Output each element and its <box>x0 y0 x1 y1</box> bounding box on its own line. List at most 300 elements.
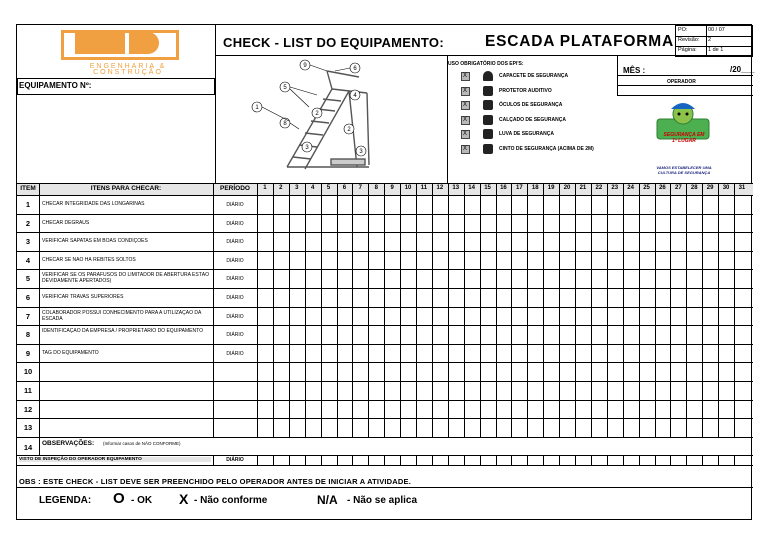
day-check-cell[interactable] <box>274 233 288 250</box>
day-check-cell[interactable] <box>353 215 367 232</box>
day-check-cell[interactable] <box>640 289 654 306</box>
day-check-cell[interactable] <box>274 196 288 213</box>
day-check-cell[interactable] <box>306 196 320 213</box>
epi-checkbox[interactable]: X <box>461 130 470 139</box>
day-check-cell[interactable] <box>719 326 733 343</box>
day-check-cell[interactable] <box>497 289 511 306</box>
day-check-cell[interactable] <box>656 270 670 287</box>
day-check-cell[interactable] <box>369 196 383 213</box>
day-check-cell[interactable] <box>656 233 670 250</box>
day-check-cell[interactable] <box>735 419 749 436</box>
day-check-cell[interactable] <box>576 215 590 232</box>
day-check-cell[interactable] <box>592 270 606 287</box>
day-check-cell[interactable] <box>512 363 526 380</box>
day-check-cell[interactable] <box>465 382 479 399</box>
day-check-cell[interactable] <box>465 419 479 436</box>
day-check-cell[interactable] <box>481 233 495 250</box>
day-check-cell[interactable] <box>497 233 511 250</box>
day-check-cell[interactable] <box>449 345 463 362</box>
day-check-cell[interactable] <box>592 382 606 399</box>
day-check-cell[interactable] <box>671 215 685 232</box>
day-check-cell[interactable] <box>608 196 622 213</box>
day-check-cell[interactable] <box>576 326 590 343</box>
day-check-cell[interactable] <box>338 382 352 399</box>
day-check-cell[interactable] <box>338 363 352 380</box>
day-check-cell[interactable] <box>735 215 749 232</box>
day-check-cell[interactable] <box>290 215 304 232</box>
day-check-cell[interactable] <box>258 270 272 287</box>
day-check-cell[interactable] <box>290 345 304 362</box>
epi-checkbox[interactable]: X <box>461 87 470 96</box>
day-check-cell[interactable] <box>671 308 685 325</box>
day-check-cell[interactable] <box>560 345 574 362</box>
day-check-cell[interactable] <box>671 289 685 306</box>
day-check-cell[interactable] <box>608 270 622 287</box>
day-check-cell[interactable] <box>369 270 383 287</box>
day-check-cell[interactable] <box>703 308 717 325</box>
day-check-cell[interactable] <box>338 308 352 325</box>
day-check-cell[interactable] <box>417 382 431 399</box>
day-check-cell[interactable] <box>512 401 526 418</box>
day-check-cell[interactable] <box>433 196 447 213</box>
day-check-cell[interactable] <box>560 382 574 399</box>
day-check-cell[interactable] <box>465 215 479 232</box>
day-check-cell[interactable] <box>592 215 606 232</box>
day-check-cell[interactable] <box>449 270 463 287</box>
day-check-cell[interactable] <box>338 345 352 362</box>
day-check-cell[interactable] <box>528 326 542 343</box>
day-check-cell[interactable] <box>640 308 654 325</box>
day-check-cell[interactable] <box>290 419 304 436</box>
day-check-cell[interactable] <box>528 233 542 250</box>
day-check-cell[interactable] <box>497 326 511 343</box>
day-check-cell[interactable] <box>306 345 320 362</box>
day-check-cell[interactable] <box>544 363 558 380</box>
day-check-cell[interactable] <box>449 419 463 436</box>
day-check-cell[interactable] <box>338 252 352 269</box>
day-check-cell[interactable] <box>497 345 511 362</box>
day-check-cell[interactable] <box>608 345 622 362</box>
day-check-cell[interactable] <box>274 252 288 269</box>
day-check-cell[interactable] <box>624 326 638 343</box>
day-check-cell[interactable] <box>544 345 558 362</box>
day-check-cell[interactable] <box>353 363 367 380</box>
day-check-cell[interactable] <box>576 233 590 250</box>
day-check-cell[interactable] <box>512 289 526 306</box>
day-check-cell[interactable] <box>703 252 717 269</box>
day-check-cell[interactable] <box>624 270 638 287</box>
day-check-cell[interactable] <box>703 345 717 362</box>
day-check-cell[interactable] <box>353 382 367 399</box>
day-check-cell[interactable] <box>465 196 479 213</box>
day-check-cell[interactable] <box>258 363 272 380</box>
day-check-cell[interactable] <box>417 289 431 306</box>
day-check-cell[interactable] <box>592 345 606 362</box>
day-check-cell[interactable] <box>322 289 336 306</box>
day-check-cell[interactable] <box>369 363 383 380</box>
day-check-cell[interactable] <box>258 215 272 232</box>
day-check-cell[interactable] <box>306 215 320 232</box>
day-check-cell[interactable] <box>703 233 717 250</box>
day-check-cell[interactable] <box>703 401 717 418</box>
day-check-cell[interactable] <box>528 252 542 269</box>
day-check-cell[interactable] <box>338 401 352 418</box>
day-check-cell[interactable] <box>608 382 622 399</box>
day-check-cell[interactable] <box>592 308 606 325</box>
day-check-cell[interactable] <box>656 196 670 213</box>
day-check-cell[interactable] <box>481 289 495 306</box>
day-check-cell[interactable] <box>624 345 638 362</box>
day-check-cell[interactable] <box>258 382 272 399</box>
day-check-cell[interactable] <box>528 419 542 436</box>
day-check-cell[interactable] <box>353 308 367 325</box>
day-check-cell[interactable] <box>560 233 574 250</box>
day-check-cell[interactable] <box>544 252 558 269</box>
day-check-cell[interactable] <box>322 233 336 250</box>
day-check-cell[interactable] <box>465 270 479 287</box>
day-check-cell[interactable] <box>258 326 272 343</box>
day-check-cell[interactable] <box>258 252 272 269</box>
day-check-cell[interactable] <box>512 233 526 250</box>
day-check-cell[interactable] <box>624 289 638 306</box>
day-check-cell[interactable] <box>624 401 638 418</box>
day-check-cell[interactable] <box>433 401 447 418</box>
day-check-cell[interactable] <box>671 419 685 436</box>
day-check-cell[interactable] <box>322 326 336 343</box>
day-check-cell[interactable] <box>290 363 304 380</box>
day-check-cell[interactable] <box>687 419 701 436</box>
day-check-cell[interactable] <box>719 345 733 362</box>
day-check-cell[interactable] <box>497 270 511 287</box>
day-check-cell[interactable] <box>481 196 495 213</box>
day-check-cell[interactable] <box>512 382 526 399</box>
day-check-cell[interactable] <box>306 308 320 325</box>
day-check-cell[interactable] <box>338 233 352 250</box>
day-check-cell[interactable] <box>401 326 415 343</box>
day-check-cell[interactable] <box>592 363 606 380</box>
day-check-cell[interactable] <box>433 419 447 436</box>
day-check-cell[interactable] <box>274 345 288 362</box>
day-check-cell[interactable] <box>735 270 749 287</box>
day-check-cell[interactable] <box>417 196 431 213</box>
day-check-cell[interactable] <box>465 233 479 250</box>
day-check-cell[interactable] <box>417 401 431 418</box>
day-check-cell[interactable] <box>274 270 288 287</box>
day-check-cell[interactable] <box>624 252 638 269</box>
day-check-cell[interactable] <box>687 215 701 232</box>
day-check-cell[interactable] <box>560 196 574 213</box>
day-check-cell[interactable] <box>512 252 526 269</box>
day-check-cell[interactable] <box>719 196 733 213</box>
day-check-cell[interactable] <box>512 419 526 436</box>
day-check-cell[interactable] <box>592 326 606 343</box>
day-check-cell[interactable] <box>735 345 749 362</box>
day-check-cell[interactable] <box>687 233 701 250</box>
day-check-cell[interactable] <box>385 382 399 399</box>
day-check-cell[interactable] <box>687 345 701 362</box>
day-check-cell[interactable] <box>608 233 622 250</box>
day-check-cell[interactable] <box>353 401 367 418</box>
day-check-cell[interactable] <box>687 326 701 343</box>
day-check-cell[interactable] <box>608 401 622 418</box>
day-check-cell[interactable] <box>433 382 447 399</box>
day-check-cell[interactable] <box>290 289 304 306</box>
day-check-cell[interactable] <box>497 215 511 232</box>
day-check-cell[interactable] <box>656 382 670 399</box>
day-check-cell[interactable] <box>512 308 526 325</box>
day-check-cell[interactable] <box>608 419 622 436</box>
day-check-cell[interactable] <box>671 345 685 362</box>
day-check-cell[interactable] <box>338 196 352 213</box>
day-check-cell[interactable] <box>449 215 463 232</box>
day-check-cell[interactable] <box>385 252 399 269</box>
day-check-cell[interactable] <box>592 196 606 213</box>
day-check-cell[interactable] <box>449 363 463 380</box>
day-check-cell[interactable] <box>433 252 447 269</box>
day-check-cell[interactable] <box>385 196 399 213</box>
day-check-cell[interactable] <box>703 270 717 287</box>
day-check-cell[interactable] <box>401 401 415 418</box>
day-check-cell[interactable] <box>719 401 733 418</box>
day-check-cell[interactable] <box>385 308 399 325</box>
day-check-cell[interactable] <box>640 270 654 287</box>
day-check-cell[interactable] <box>417 233 431 250</box>
day-check-cell[interactable] <box>656 215 670 232</box>
day-check-cell[interactable] <box>528 401 542 418</box>
day-check-cell[interactable] <box>401 252 415 269</box>
day-check-cell[interactable] <box>656 363 670 380</box>
day-check-cell[interactable] <box>560 326 574 343</box>
day-check-cell[interactable] <box>481 270 495 287</box>
day-check-cell[interactable] <box>290 252 304 269</box>
day-check-cell[interactable] <box>735 289 749 306</box>
day-check-cell[interactable] <box>258 289 272 306</box>
day-check-cell[interactable] <box>608 252 622 269</box>
day-check-cell[interactable] <box>433 270 447 287</box>
day-check-cell[interactable] <box>624 419 638 436</box>
day-check-cell[interactable] <box>656 308 670 325</box>
day-check-cell[interactable] <box>465 289 479 306</box>
day-check-cell[interactable] <box>385 345 399 362</box>
day-check-cell[interactable] <box>306 233 320 250</box>
day-check-cell[interactable] <box>385 363 399 380</box>
day-check-cell[interactable] <box>656 401 670 418</box>
day-check-cell[interactable] <box>497 252 511 269</box>
day-check-cell[interactable] <box>353 233 367 250</box>
day-check-cell[interactable] <box>656 345 670 362</box>
day-check-cell[interactable] <box>433 289 447 306</box>
day-check-cell[interactable] <box>497 419 511 436</box>
day-check-cell[interactable] <box>481 215 495 232</box>
day-check-cell[interactable] <box>719 289 733 306</box>
day-check-cell[interactable] <box>369 215 383 232</box>
day-check-cell[interactable] <box>306 326 320 343</box>
day-check-cell[interactable] <box>608 289 622 306</box>
day-check-cell[interactable] <box>719 382 733 399</box>
day-check-cell[interactable] <box>385 326 399 343</box>
day-check-cell[interactable] <box>306 363 320 380</box>
day-check-cell[interactable] <box>465 345 479 362</box>
day-check-cell[interactable] <box>353 289 367 306</box>
day-check-cell[interactable] <box>624 363 638 380</box>
day-check-cell[interactable] <box>640 401 654 418</box>
day-check-cell[interactable] <box>735 196 749 213</box>
day-check-cell[interactable] <box>433 233 447 250</box>
day-check-cell[interactable] <box>369 233 383 250</box>
day-check-cell[interactable] <box>560 289 574 306</box>
day-check-cell[interactable] <box>465 308 479 325</box>
day-check-cell[interactable] <box>401 345 415 362</box>
day-check-cell[interactable] <box>640 345 654 362</box>
day-check-cell[interactable] <box>512 326 526 343</box>
day-check-cell[interactable] <box>433 345 447 362</box>
day-check-cell[interactable] <box>306 270 320 287</box>
day-check-cell[interactable] <box>290 270 304 287</box>
day-check-cell[interactable] <box>624 382 638 399</box>
day-check-cell[interactable] <box>687 401 701 418</box>
day-check-cell[interactable] <box>306 401 320 418</box>
epi-checkbox[interactable]: X <box>461 72 470 81</box>
day-check-cell[interactable] <box>544 215 558 232</box>
day-check-cell[interactable] <box>369 308 383 325</box>
day-check-cell[interactable] <box>401 215 415 232</box>
day-check-cell[interactable] <box>544 233 558 250</box>
day-check-cell[interactable] <box>687 363 701 380</box>
day-check-cell[interactable] <box>719 270 733 287</box>
day-check-cell[interactable] <box>703 363 717 380</box>
day-check-cell[interactable] <box>433 215 447 232</box>
day-check-cell[interactable] <box>624 308 638 325</box>
day-check-cell[interactable] <box>719 215 733 232</box>
day-check-cell[interactable] <box>735 363 749 380</box>
day-check-cell[interactable] <box>481 419 495 436</box>
day-check-cell[interactable] <box>560 215 574 232</box>
day-check-cell[interactable] <box>528 345 542 362</box>
day-check-cell[interactable] <box>544 308 558 325</box>
day-check-cell[interactable] <box>735 252 749 269</box>
day-check-cell[interactable] <box>274 419 288 436</box>
day-check-cell[interactable] <box>449 252 463 269</box>
day-check-cell[interactable] <box>560 419 574 436</box>
day-check-cell[interactable] <box>544 382 558 399</box>
day-check-cell[interactable] <box>433 326 447 343</box>
day-check-cell[interactable] <box>401 270 415 287</box>
day-check-cell[interactable] <box>671 233 685 250</box>
day-check-cell[interactable] <box>671 382 685 399</box>
day-check-cell[interactable] <box>417 270 431 287</box>
day-check-cell[interactable] <box>401 196 415 213</box>
day-check-cell[interactable] <box>449 196 463 213</box>
day-check-cell[interactable] <box>640 252 654 269</box>
day-check-cell[interactable] <box>417 326 431 343</box>
day-check-cell[interactable] <box>322 252 336 269</box>
day-check-cell[interactable] <box>687 382 701 399</box>
day-check-cell[interactable] <box>401 419 415 436</box>
day-check-cell[interactable] <box>306 289 320 306</box>
day-check-cell[interactable] <box>640 363 654 380</box>
day-check-cell[interactable] <box>735 233 749 250</box>
day-check-cell[interactable] <box>481 308 495 325</box>
day-check-cell[interactable] <box>338 326 352 343</box>
day-check-cell[interactable] <box>433 363 447 380</box>
day-check-cell[interactable] <box>656 326 670 343</box>
day-check-cell[interactable] <box>592 252 606 269</box>
day-check-cell[interactable] <box>353 196 367 213</box>
day-check-cell[interactable] <box>656 289 670 306</box>
day-check-cell[interactable] <box>624 215 638 232</box>
day-check-cell[interactable] <box>671 196 685 213</box>
day-check-cell[interactable] <box>528 382 542 399</box>
day-check-cell[interactable] <box>576 419 590 436</box>
day-check-cell[interactable] <box>671 326 685 343</box>
day-check-cell[interactable] <box>401 233 415 250</box>
day-check-cell[interactable] <box>719 233 733 250</box>
day-check-cell[interactable] <box>290 233 304 250</box>
day-check-cell[interactable] <box>687 252 701 269</box>
day-check-cell[interactable] <box>274 382 288 399</box>
day-check-cell[interactable] <box>369 345 383 362</box>
day-check-cell[interactable] <box>369 382 383 399</box>
day-check-cell[interactable] <box>258 401 272 418</box>
day-check-cell[interactable] <box>608 326 622 343</box>
day-check-cell[interactable] <box>322 345 336 362</box>
day-check-cell[interactable] <box>465 326 479 343</box>
day-check-cell[interactable] <box>481 382 495 399</box>
day-check-cell[interactable] <box>544 401 558 418</box>
day-check-cell[interactable] <box>497 382 511 399</box>
day-check-cell[interactable] <box>433 308 447 325</box>
day-check-cell[interactable] <box>576 308 590 325</box>
day-check-cell[interactable] <box>671 270 685 287</box>
day-check-cell[interactable] <box>624 196 638 213</box>
day-check-cell[interactable] <box>735 326 749 343</box>
day-check-cell[interactable] <box>528 363 542 380</box>
day-check-cell[interactable] <box>719 252 733 269</box>
day-check-cell[interactable] <box>544 289 558 306</box>
day-check-cell[interactable] <box>640 215 654 232</box>
day-check-cell[interactable] <box>544 270 558 287</box>
day-check-cell[interactable] <box>608 308 622 325</box>
day-check-cell[interactable] <box>528 270 542 287</box>
day-check-cell[interactable] <box>417 215 431 232</box>
day-check-cell[interactable] <box>465 252 479 269</box>
day-check-cell[interactable] <box>385 270 399 287</box>
day-check-cell[interactable] <box>703 196 717 213</box>
day-check-cell[interactable] <box>528 308 542 325</box>
day-check-cell[interactable] <box>449 401 463 418</box>
day-check-cell[interactable] <box>481 363 495 380</box>
epi-checkbox[interactable]: X <box>461 101 470 110</box>
day-check-cell[interactable] <box>274 326 288 343</box>
day-check-cell[interactable] <box>640 419 654 436</box>
day-check-cell[interactable] <box>560 252 574 269</box>
day-check-cell[interactable] <box>322 382 336 399</box>
day-check-cell[interactable] <box>290 401 304 418</box>
day-check-cell[interactable] <box>449 326 463 343</box>
day-check-cell[interactable] <box>719 419 733 436</box>
day-check-cell[interactable] <box>624 233 638 250</box>
day-check-cell[interactable] <box>735 401 749 418</box>
observations-field[interactable] <box>189 438 751 454</box>
day-check-cell[interactable] <box>417 419 431 436</box>
day-check-cell[interactable] <box>544 326 558 343</box>
day-check-cell[interactable] <box>687 289 701 306</box>
day-check-cell[interactable] <box>353 270 367 287</box>
day-check-cell[interactable] <box>640 326 654 343</box>
day-check-cell[interactable] <box>258 419 272 436</box>
day-check-cell[interactable] <box>560 401 574 418</box>
day-check-cell[interactable] <box>703 289 717 306</box>
